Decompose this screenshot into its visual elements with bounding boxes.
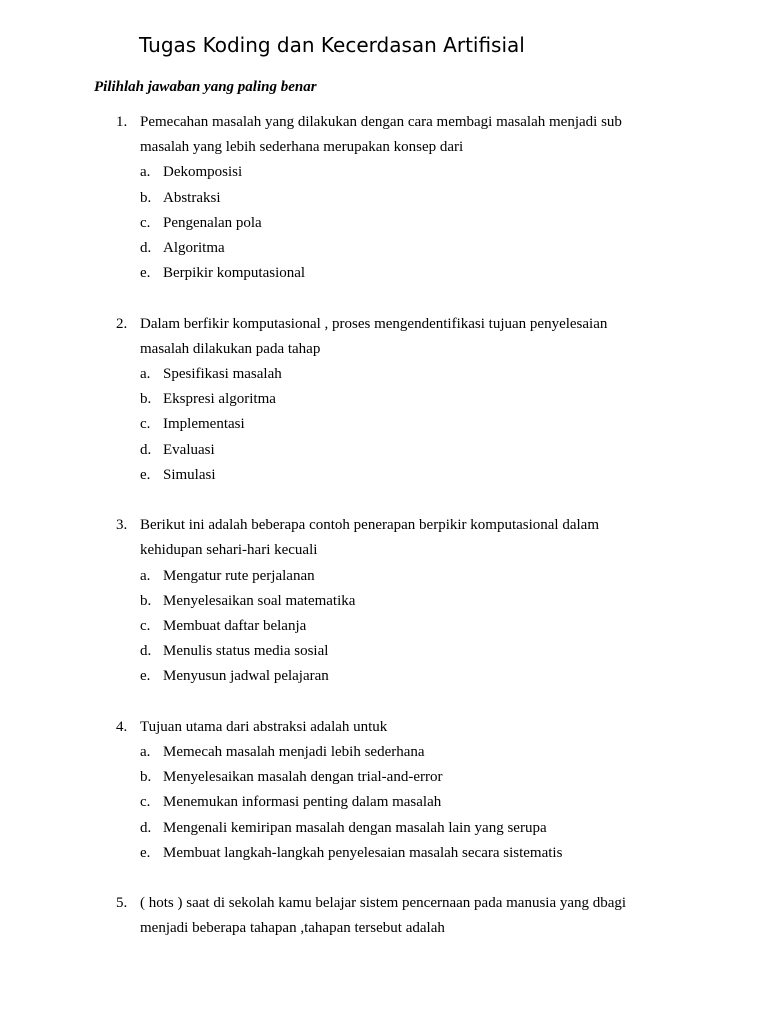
option-list <box>140 160 768 286</box>
option-letter: c. <box>140 618 151 635</box>
option-letter: c. <box>140 416 151 433</box>
option-list <box>140 362 768 488</box>
option-letter: a. <box>140 567 151 584</box>
option-letter: d. <box>140 240 152 257</box>
option-list <box>140 740 768 866</box>
option-item <box>140 236 768 261</box>
question-text: Pemecahan masalah yang dilakukan dengan cara membagi masalah menjadi sub masalah yang lebih sederhana merupakan konsep dari <box>140 114 622 156</box>
question-number: 3. <box>116 517 128 534</box>
option-text: Spesifikasi masalah <box>163 366 282 383</box>
option-item <box>140 438 768 463</box>
option-item <box>140 564 768 589</box>
question-item <box>0 110 768 286</box>
option-text: Pengenalan pola <box>163 214 262 231</box>
document-title: Tugas Koding dan Kecerdasan Artifisial <box>139 33 525 57</box>
option-text: Memecah masalah menjadi lebih sederhana <box>163 744 425 761</box>
option-text: Membuat langkah-langkah penyelesaian masalah secara sistematis <box>163 844 563 861</box>
option-item <box>140 664 768 689</box>
option-letter: b. <box>140 189 152 206</box>
option-text: Menulis status media sosial <box>163 643 329 660</box>
option-text: Menyelesaikan masalah dengan trial-and-error <box>163 769 443 786</box>
question-number: 1. <box>116 114 128 130</box>
option-item <box>140 841 768 866</box>
option-letter: b. <box>140 769 152 786</box>
instruction-text: Pilihlah jawaban yang paling benar <box>94 79 317 95</box>
option-letter: d. <box>140 441 152 458</box>
option-text: Evaluasi <box>163 441 215 458</box>
question-number: 5. <box>116 895 128 912</box>
option-text: Menyusun jadwal pelajaran <box>163 668 329 685</box>
option-text: Menyelesaikan soal matematika <box>163 592 356 609</box>
option-letter: c. <box>140 794 151 811</box>
option-letter: b. <box>140 391 152 408</box>
option-text: Algoritma <box>163 240 225 257</box>
option-item <box>140 261 768 286</box>
option-item <box>140 362 768 387</box>
question-item <box>0 715 768 866</box>
question-item <box>0 891 768 941</box>
option-letter: a. <box>140 744 151 761</box>
option-text: Mengatur rute perjalanan <box>163 567 315 584</box>
question-list <box>0 110 768 967</box>
option-text: Dekomposisi <box>163 164 243 181</box>
question-number: 4. <box>116 718 128 735</box>
question-text: Dalam berfikir komputasional , proses mengendentifikasi tujuan penyelesaian masalah dilakukan pada tahap <box>140 315 608 357</box>
option-item <box>140 790 768 815</box>
option-item <box>140 160 768 185</box>
question-number: 2. <box>116 315 128 332</box>
option-item <box>140 589 768 614</box>
option-text: Implementasi <box>163 416 245 433</box>
option-item <box>140 740 768 765</box>
option-letter: e. <box>140 265 151 282</box>
option-item <box>140 765 768 790</box>
option-letter: e. <box>140 844 151 861</box>
question-text: Tujuan utama dari abstraksi adalah untuk <box>140 718 388 735</box>
option-item <box>140 211 768 236</box>
option-text: Ekspresi algoritma <box>163 391 276 408</box>
question-text: Berikut ini adalah beberapa contoh penerapan berpikir komputasional dalam kehidupan sehari-hari kecuali <box>140 517 600 559</box>
question-item <box>0 513 768 689</box>
option-item <box>140 412 768 437</box>
option-text: Simulasi <box>163 466 216 483</box>
option-letter: c. <box>140 214 151 231</box>
option-text: Abstraksi <box>163 189 221 206</box>
option-text: Menemukan informasi penting dalam masalah <box>163 794 442 811</box>
question-item <box>0 312 768 488</box>
option-item <box>140 186 768 211</box>
option-item <box>140 639 768 664</box>
question-text: ( hots ) saat di sekolah kamu belajar sistem pencernaan pada manusia yang dbagi menjadi beberapa tahapan ,tahapan tersebut adalah <box>140 895 627 937</box>
option-item <box>140 387 768 412</box>
option-text: Berpikir komputasional <box>163 265 306 282</box>
option-letter: d. <box>140 643 152 660</box>
option-letter: a. <box>140 366 151 383</box>
option-letter: d. <box>140 819 152 836</box>
option-text: Mengenali kemiripan masalah dengan masalah lain yang serupa <box>163 819 547 836</box>
option-text: Membuat daftar belanja <box>163 618 307 635</box>
option-letter: b. <box>140 592 152 609</box>
option-letter: e. <box>140 668 151 685</box>
option-letter: e. <box>140 466 151 483</box>
option-letter: a. <box>140 164 151 181</box>
option-item <box>140 463 768 488</box>
option-item <box>140 816 768 841</box>
option-item <box>140 614 768 639</box>
option-list <box>140 564 768 690</box>
